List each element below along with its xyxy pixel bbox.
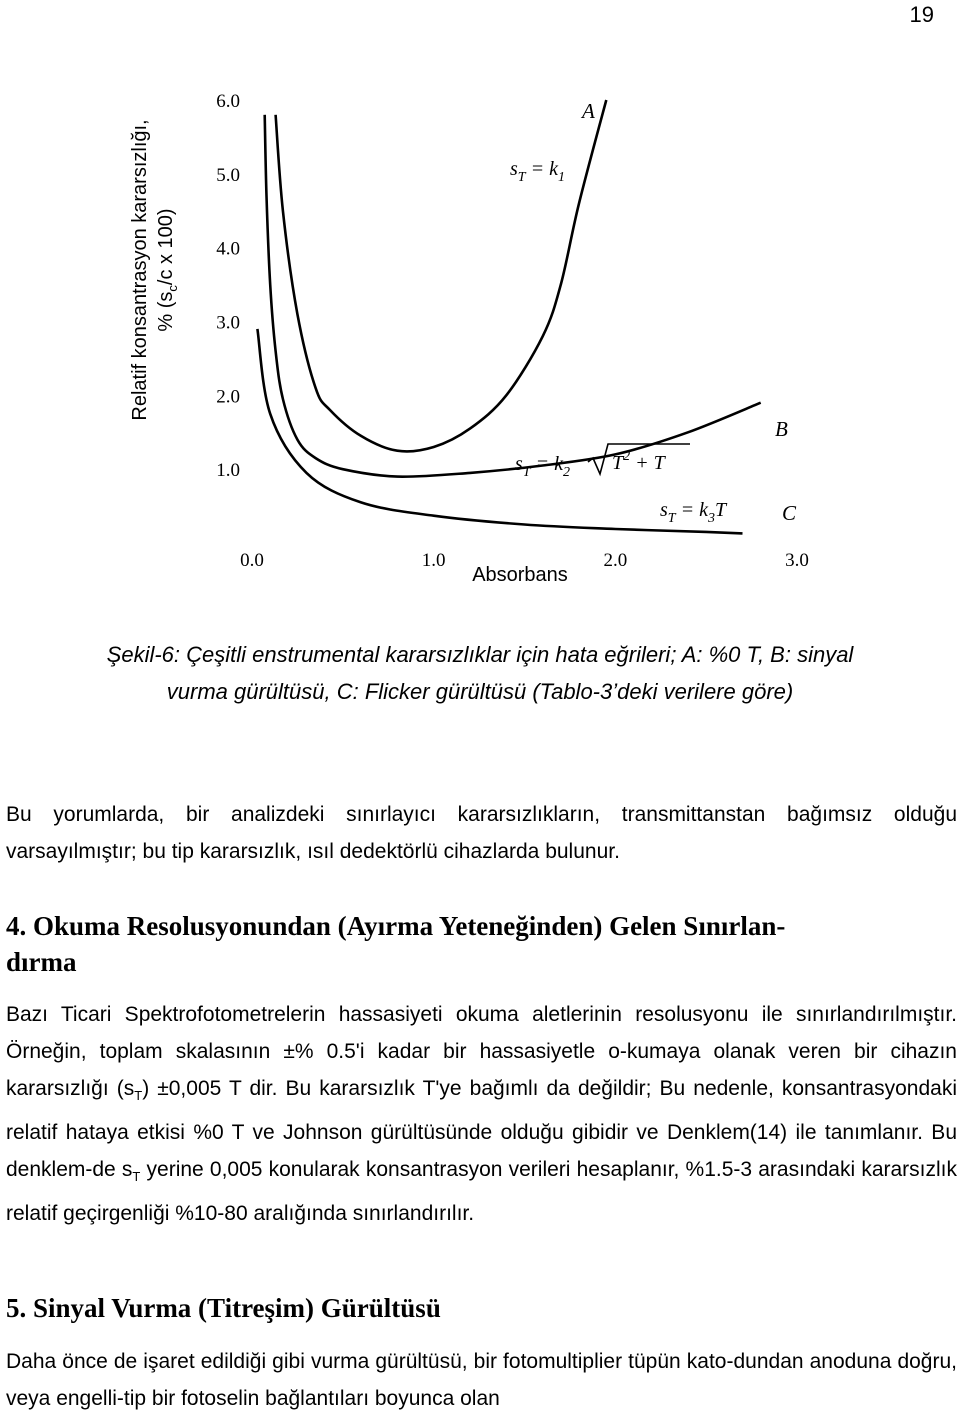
- curve-c: [257, 329, 742, 534]
- equation-b: [515, 444, 690, 480]
- x-tick-label: 3.0: [785, 550, 809, 571]
- section-heading-4: 4. Okuma Resolusyonundan (Ayırma Yeteneğinden) Gelen Sınırlan- dırma: [6, 911, 786, 977]
- x-tick-label: 1.0: [421, 550, 446, 571]
- curve-a: [276, 100, 607, 451]
- equation-a: $s_T = k_1$: [510, 158, 565, 185]
- paragraph-1: Bu yorumlarda, bir analizdeki sınırlayıcı kararsızlıkların, transmittanstan bağımsız olduğu varsayılmıştır; bu tip kararsızlık, ısıl dedektörlü cihazlarda bulunur.: [6, 803, 957, 863]
- figure-caption: [0, 636, 960, 710]
- paragraph-3: Daha önce de işaret edildiği gibi vurma gürültüsü, bir fotomultiplier tüpün kato-dundan anoduna doğru, veya engelli-tip bir fotoselin bağlantıları boyunca olan: [6, 1350, 957, 1410]
- y-tick-label: 3.0: [216, 312, 240, 334]
- y-tick-label: 5.0: [216, 164, 240, 186]
- equation-c: $s_T = k_3T$: [660, 499, 727, 526]
- curve-label-c: C: [782, 501, 797, 525]
- x-tick-label: 2.0: [603, 550, 628, 571]
- paragraph-2: Bazı Ticari Spektrofotometrelerin hassasiyeti okuma aletlerinin resolusyonu ile sınırlandırılmıştır. Örneğin, toplam skalasının ±% 0.5'i kadar bir hassasiyetle o-kumaya olanak veren bir cihazın kararsızlığı $(s_T) \pm 0,005$ T dir. Bu kararsızlık T'ye bağımlı da değildir; Bu nedenle, konsantrasyondaki relatif hataya etkisi %0 T ve Johnson gürültüsünde olduğu gibidir ve Denklem(14) ile tanımlanır. Bu denklem-de $s_T$ yerine 0,005 konularak konsantrasyon verileri hesaplanır, %1.5-3 arasındaki kararsızlık relatif geçirgenliği %10-80 aralığında sınırlandırılır.: [6, 1003, 957, 1226]
- curve-label-a: A: [582, 99, 595, 123]
- page-number: 19: [909, 2, 934, 27]
- y-axis-title-line2: % ($s_c/c$ x 100): [155, 208, 180, 332]
- svg-text:sT = k2: $s_T = k_2$: [515, 453, 570, 480]
- y-tick-label: 6.0: [216, 91, 240, 112]
- error-curves-chart: [0, 80, 960, 600]
- x-tick-label: 0.0: [240, 550, 264, 571]
- y-tick-label: 1.0: [216, 460, 240, 482]
- y-tick-label: 2.0: [216, 386, 240, 408]
- x-axis-title: Absorbans: [472, 564, 568, 586]
- caption-line2: vurma gürültüsü, C: Flicker gürültüsü (Tablo-3’deki verilere göre): [166, 679, 794, 704]
- caption-line1: Şekil-6: Çeşitli enstrumental kararsızlıklar için hata eğrileri; A: %0 T, B: sinyal: [106, 642, 854, 667]
- curve-label-b: B: [775, 417, 788, 441]
- svg-text:T2 + T: $T^2 + T$: [612, 449, 665, 474]
- y-tick-labels: [216, 91, 240, 481]
- y-axis-title-line1: Relatif konsantrasyon kararsızlığı,: [129, 119, 151, 421]
- section-heading-5: 5. Sinyal Vurma (Titreşim) Gürültüsü: [6, 1293, 441, 1323]
- y-tick-label: 4.0: [216, 238, 240, 260]
